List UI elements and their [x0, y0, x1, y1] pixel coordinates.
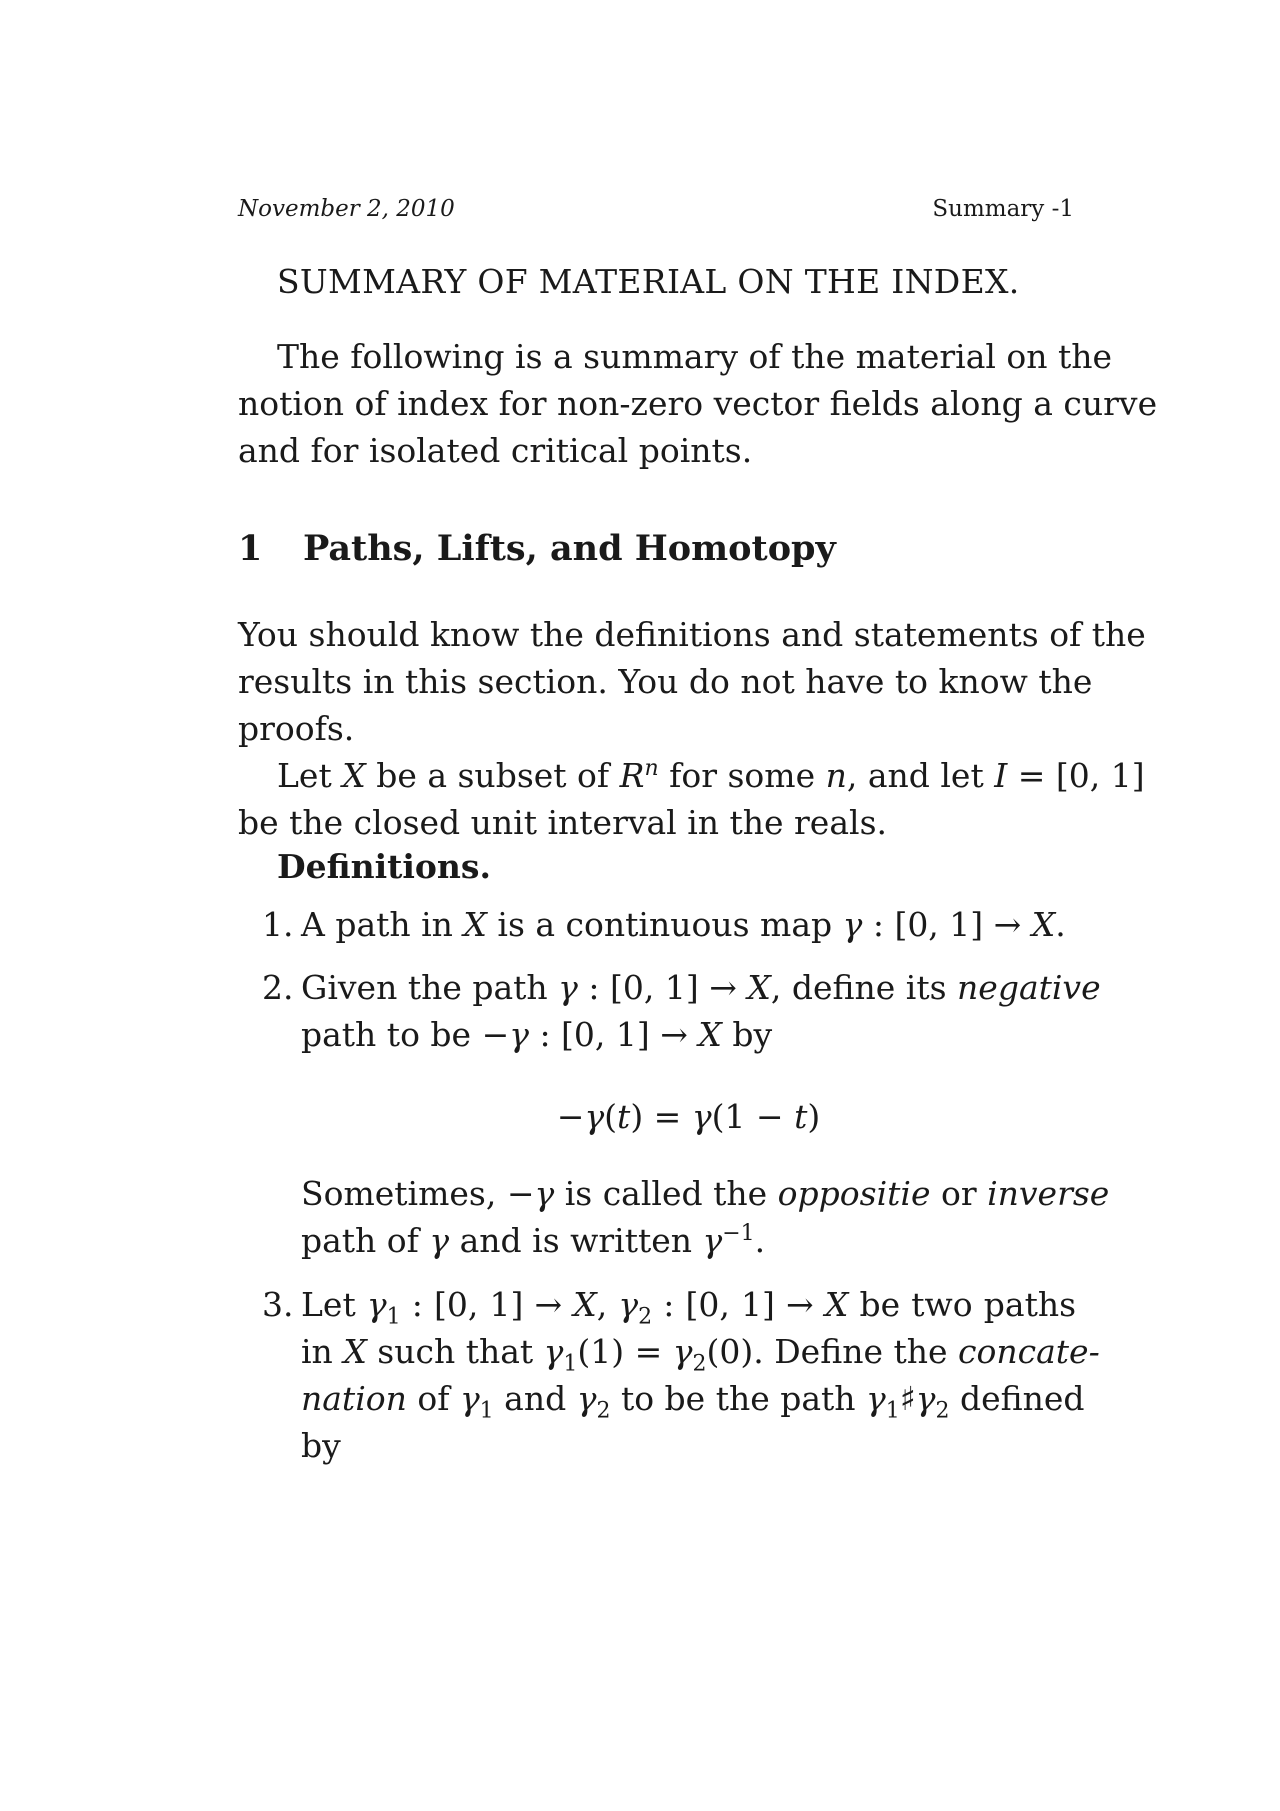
- para2-line-1: Let X be a subset of $R^n$ for some n, and let I = [0, 1]: [277, 756, 1145, 795]
- section-title: Paths, Lifts, and Homotopy: [303, 528, 836, 569]
- list-item-3-line-4: by: [301, 1426, 341, 1465]
- intro-line-3: and for isolated critical points.: [238, 431, 753, 470]
- header-date: November 2, 2010: [238, 196, 455, 222]
- para1-line-1: You should know the definitions and statements of the: [238, 615, 1146, 654]
- list-item-1-text: A path in X is a continuous map γ : [0, 1] → X.: [301, 905, 1066, 944]
- section-heading: [238, 528, 836, 569]
- intro-line-1: The following is a summary of the material on the: [277, 337, 1113, 376]
- para1-line-3: proofs.: [238, 709, 355, 748]
- definitions-heading: Definitions.: [277, 847, 491, 886]
- para2-line-2: be the closed unit interval in the reals.: [238, 803, 887, 842]
- section-number: 1: [238, 528, 263, 569]
- list-item-1-number: 1.: [262, 905, 294, 944]
- list-item-3-line-1: Let $\gamma_1$ : [0, 1] → X, $\gamma_2$ : [0, 1] → X be two paths: [301, 1285, 1077, 1330]
- document-title: SUMMARY OF MATERIAL ON THE INDEX.: [277, 262, 1020, 301]
- intro-line-2: notion of index for non-zero vector fields along a curve: [238, 384, 1158, 423]
- header-page-label: Summary -1: [932, 196, 1074, 222]
- list-item-3-line-3: nation of $\gamma_1$ and $\gamma_2$ to be the path $\gamma_1♯\gamma_2$ defined: [301, 1379, 1085, 1424]
- para1-line-2: results in this section. You do not have to know the: [238, 662, 1093, 701]
- list-item-2-line-3: Sometimes, −γ is called the oppositie or inverse: [301, 1174, 1110, 1213]
- list-item-3-number: 3.: [262, 1285, 294, 1324]
- list-item-2-line-1: Given the path γ : [0, 1] → X, define its negative: [301, 968, 1101, 1007]
- list-item-2-line-2: path to be −γ : [0, 1] → X by: [301, 1015, 773, 1054]
- list-item-3-line-2: in X such that $\gamma_1(1) = \gamma_2(0)$. Define the concate-: [301, 1332, 1100, 1377]
- negative-path-equation: −γ(t) = γ(1 − t): [556, 1097, 821, 1136]
- list-item-2-number: 2.: [262, 968, 294, 1007]
- list-item-2-line-4: path of γ and is written $\gamma^{-1}$.: [301, 1221, 766, 1260]
